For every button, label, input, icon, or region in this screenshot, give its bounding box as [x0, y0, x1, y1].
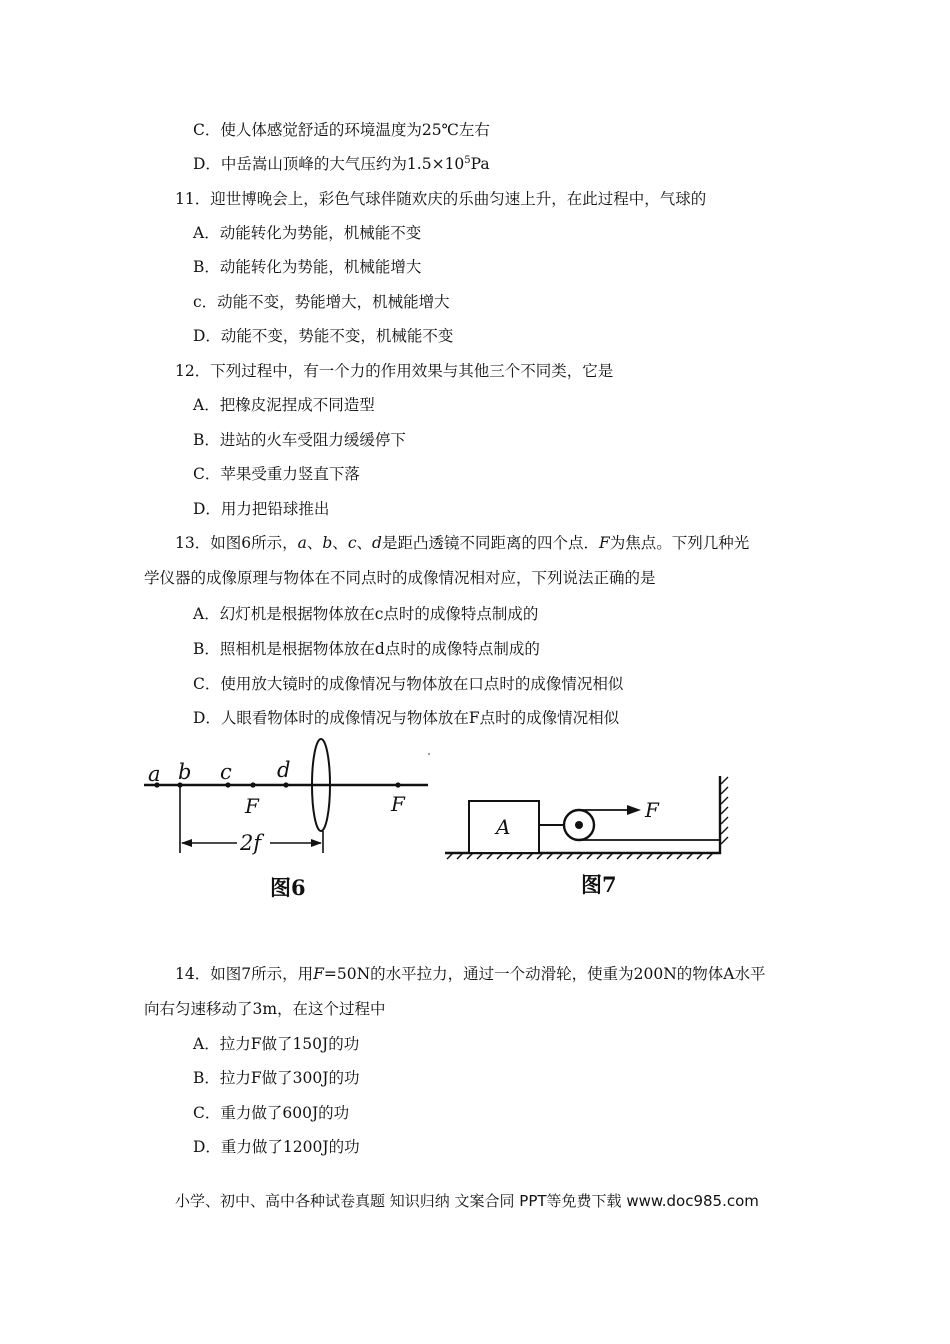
q14-stem-part2: =50N的水平拉力，通过一个动滑轮，使重为200N的物体A水平	[323, 965, 766, 983]
q10-option-d-unit: Pa	[470, 155, 490, 173]
q13-point-a: a	[297, 534, 307, 552]
q13-stem-line2: 学仪器的成像原理与物体在不同点时的成像情况相对应，下列说法正确的是	[144, 569, 656, 587]
q13-stem-part3: 为焦点。下列几种光	[609, 534, 750, 552]
label-b: b	[178, 760, 192, 784]
q14-stem	[175, 964, 765, 984]
q10-option-d-exponent: 5	[464, 155, 471, 166]
label-c: c	[220, 760, 232, 784]
q10-option-d	[193, 154, 490, 174]
q12-option-b: B．进站的火车受阻力缓缓停下	[193, 431, 406, 449]
q13-focus-f: F	[598, 534, 610, 552]
figure-7-caption: 图7	[581, 872, 617, 897]
label-d: d	[277, 758, 291, 782]
q12-option-a: A．把橡皮泥捏成不同造型	[193, 396, 375, 414]
figure-6-lens-diagram	[140, 735, 440, 905]
q14-stem-line2: 向右匀速移动了3m，在这个过程中	[144, 1000, 386, 1018]
q10-option-d-text: D．中岳嵩山顶峰的大气压约为1.5×10	[193, 155, 465, 173]
page-footer: 小学、初中、高中各种试卷真题 知识归纳 文案合同 PPT等免费下载 www.doc985.com	[175, 1192, 759, 1210]
q10-option-c: C．使人体感觉舒适的环境温度为25℃左右	[193, 121, 490, 139]
q14-option-d: D．重力做了1200J的功	[193, 1138, 360, 1156]
q13-option-b: B．照相机是根据物体放在d点时的成像特点制成的	[193, 640, 540, 658]
wall-hatching	[721, 777, 728, 844]
label-f-left: F	[245, 794, 259, 818]
label-block-a: A	[496, 815, 511, 839]
q13-option-a: A．幻灯机是根据物体放在c点时的成像特点制成的	[193, 605, 539, 623]
label-f-right: F	[391, 792, 405, 816]
q13-point-d: d	[372, 534, 382, 552]
q14-option-a: A．拉力F做了150J的功	[193, 1035, 360, 1053]
q13-separator: 、	[356, 534, 373, 552]
q13-stem-part2: 是距凸透镜不同距离的四个点．	[381, 534, 599, 552]
label-2f: 2f	[240, 831, 262, 855]
force-arrow-head	[627, 805, 641, 815]
q11-option-c: c．动能不变，势能增大，机械能增大	[193, 293, 450, 311]
q13-stem-part1: 13．如图6所示，	[175, 534, 298, 552]
dimension-arrow-right	[311, 839, 322, 847]
point-d-dot	[283, 782, 288, 787]
q12-option-c: C．苹果受重力竖直下落	[193, 465, 360, 483]
q13-option-d: D．人眼看物体时的成像情况与物体放在F点时的成像情况相似	[193, 709, 620, 727]
q11-option-a: A．动能转化为势能，机械能不变	[193, 224, 422, 242]
q13-point-c: c	[347, 534, 357, 552]
figure-7-pulley-diagram	[435, 770, 740, 900]
q11-option-b: B．动能转化为势能，机械能增大	[193, 258, 422, 276]
q13-separator: 、	[306, 534, 323, 552]
label-a: a	[148, 762, 161, 786]
dimension-arrow-left	[181, 839, 192, 847]
q12-stem: 12．下列过程中，有一个力的作用效果与其他三个不同类，它是	[175, 362, 614, 380]
point-f-right-dot	[395, 782, 400, 787]
pulley-axle	[575, 821, 583, 829]
q13-point-b: b	[322, 534, 333, 552]
stray-dot	[428, 753, 430, 755]
q12-option-d: D．用力把铅球推出	[193, 500, 330, 518]
point-f-left-dot	[250, 782, 255, 787]
q14-stem-part1: 14．如图7所示，用	[175, 965, 314, 983]
q13-stem	[175, 533, 749, 553]
q13-option-c: C．使用放大镜时的成像情况与物体放在口点时的成像情况相似	[193, 675, 624, 693]
label-force-f: F	[645, 798, 659, 822]
q14-option-b: B．拉力F做了300J的功	[193, 1069, 360, 1087]
q11-option-d: D．动能不变，势能不变，机械能不变	[193, 327, 454, 345]
q13-separator: 、	[332, 534, 348, 552]
q14-option-c: C．重力做了600J的功	[193, 1104, 350, 1122]
q14-var-f: F	[313, 965, 324, 983]
q11-stem: 11．迎世博晚会上，彩色气球伴随欢庆的乐曲匀速上升，在此过程中，气球的	[175, 190, 707, 208]
figure-6-caption: 图6	[270, 875, 306, 900]
